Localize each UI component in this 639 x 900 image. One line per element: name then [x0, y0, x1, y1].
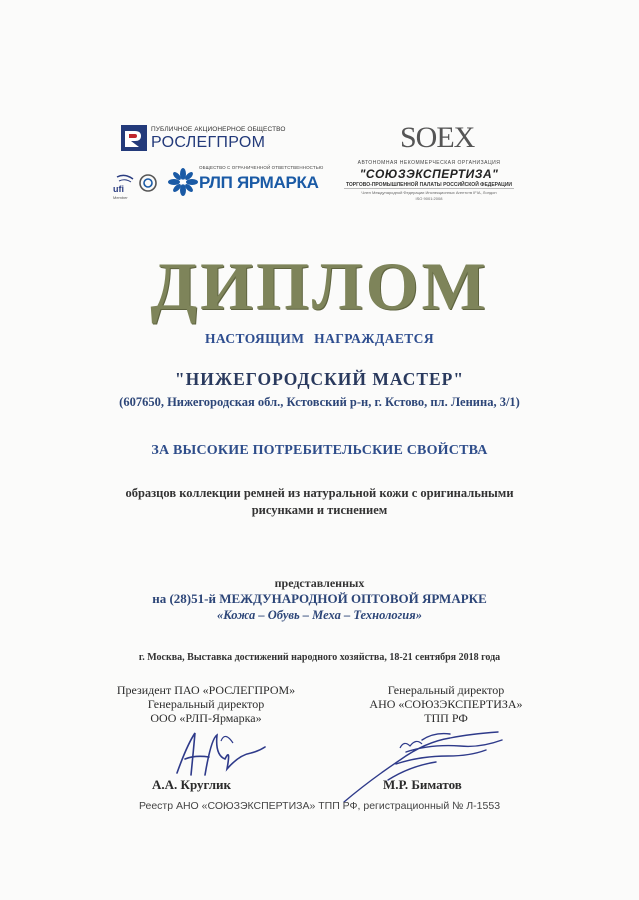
rlp-name: РЛП ЯРМАРКА [199, 173, 319, 192]
ufi-label: ufi [113, 184, 124, 194]
soex-divider [344, 188, 514, 189]
left-signer-name: А.А. Круглик [152, 777, 232, 792]
right-signer-title [336, 683, 556, 725]
ring-logo-icon [138, 172, 158, 194]
soex-logo: SOEX [400, 121, 475, 154]
left-signer-line-3: ООО «РЛП-Ярмарка» [150, 711, 262, 725]
right-signature-icon [330, 720, 520, 810]
rlp-caption: ОБЩЕСТВО С ОГРАНИЧЕННОЙ ОТВЕТСТВЕННОСТЬЮ [199, 165, 324, 170]
roslegprom-name: РОСЛЕГПРОМ [151, 134, 266, 151]
left-signer-title [96, 683, 316, 725]
right-signer-name: М.Р. Биматов [383, 777, 462, 792]
presented-line-2: на (28)51-й МЕЖДУНАРОДНОЙ ОПТОВОЙ ЯРМАРКЕ [152, 591, 487, 606]
description-line-2: рисунками и тиснением [251, 503, 388, 517]
company-address: (607650, Нижегородская обл., Кстовский р-н, г. Кстово, пл. Ленина, 3/1) [119, 395, 520, 409]
ufi-member-label: Member [113, 195, 128, 200]
left-signer-line-2: Генеральный директор [147, 697, 265, 711]
roslegprom-logo-icon [121, 125, 147, 151]
right-signer-line-3: ТПП РФ [424, 711, 468, 725]
company-name: "НИЖЕГОРОДСКИЙ МАСТЕР" [174, 369, 465, 389]
merit-line: ЗА ВЫСОКИЕ ПОТРЕБИТЕЛЬСКИЕ СВОЙСТВА [151, 443, 488, 458]
description-line-1: образцов коллекции ремней из натуральной кожи с оригинальными [125, 486, 514, 500]
awarded-line: НАСТОЯЩИМ НАГРАЖДАЕТСЯ [205, 331, 434, 346]
soex-ifia-line: Член Международной Федерации Инспекционных Агентств IFIA, Лондон [361, 190, 497, 195]
soex-name: "СОЮЗЭКСПЕРТИЗА" [359, 167, 499, 181]
right-signer-line-2: АНО «СОЮЗЭКСПЕРТИЗА» [369, 697, 523, 711]
diploma-title: ДИПЛОМ [150, 248, 489, 324]
soex-caption: АВТОНОМНАЯ НЕКОММЕРЧЕСКАЯ ОРГАНИЗАЦИЯ [357, 160, 501, 166]
roslegprom-caption: ПУБЛИЧНОЕ АКЦИОНЕРНОЕ ОБЩЕСТВО [151, 126, 286, 133]
rlp-flower-logo-icon [168, 168, 198, 196]
soex-chamber: ТОРГОВО-ПРОМЫШЛЕННОЙ ПАЛАТЫ РОССИЙСКОЙ ФЕДЕРАЦИИ [345, 182, 513, 188]
soex-iso-line: ISO 9001:2008 [415, 196, 443, 201]
venue-line: г. Москва, Выставка достижений народного хозяйства, 18-21 сентября 2018 года [138, 652, 501, 663]
left-signer-line-1: Президент ПАО «РОСЛЕГПРОМ» [116, 683, 296, 697]
presented-line-3: «Кожа – Обувь – Меха – Технология» [217, 608, 422, 622]
right-signer-line-1: Генеральный директор [387, 683, 505, 697]
presented-line-1: представленных [274, 576, 365, 590]
registry-line: Реестр АНО «СОЮЗЭКСПЕРТИЗА» ТПП РФ, регистрационный № Л-1553 [138, 800, 501, 812]
